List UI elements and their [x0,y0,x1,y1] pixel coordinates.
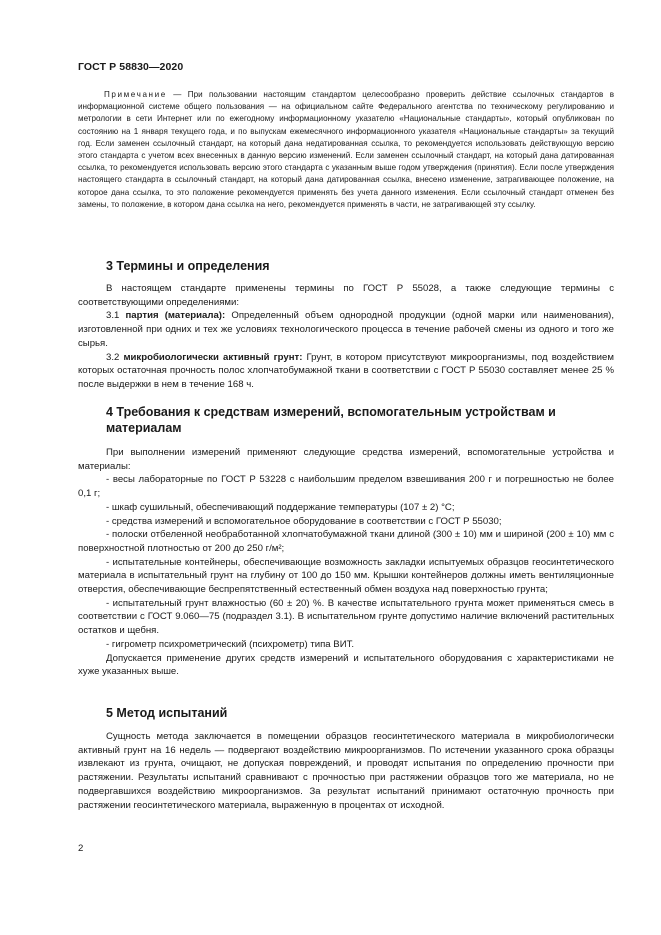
reference-note [78,89,614,211]
section-4-title: 4 Требования к средствам измерений, вспомогательным устройствам и материалам [106,405,556,435]
page-number: 2 [78,843,84,854]
list-item: - испытательные контейнеры, обеспечивающие возможность закладки испытуемых образцов геосинтетического материала в испытательный грунт на глубину от 100 до 150 мм. Крышки контейнеров должны иметь вентиляционные отверстия, обеспечивающие беспрепятственный естественный обмен воздуха над поверхностью грунта; [78,556,614,596]
section-5-body [78,730,614,812]
term-3-2 [78,351,614,392]
note-label: Примечание [104,90,167,99]
list-item: - весы лабораторные по ГОСТ Р 53228 с наибольшим пределом взвешивания 200 г и погрешностью не более 0,1 г; [78,474,614,500]
note-text: — При пользовании настоящим стандартом целесообразно проверить действие ссылочных стандартов в информационной системе общего пользования — на официальном сайте Федерального агентства по техническому регулированию и метрологии в сети Интернет или по ежегодному информационному указателю «Национальные стандарты», который опубликован по состоянию на 1 января текущего года, и по выпускам ежемесячного информационного указателя «Национальные стандарты» за текущий год. Если заменен ссылочный стандарт, на который дана недатированная ссылка, то рекомендуется использовать действующую версию этого стандарта с учетом всех внесенных в данную версию изменений. Если заменен ссылочный стандарт, на который дана датированная ссылка, то рекомендуется использовать версию этого стандарта с указанным выше годом утверждения (принятия). Если после утверждения настоящего стандарта в ссылочный стандарт, на который дана датированная ссылка, внесено изменение, затрагивающее положение, на которое дана ссылка, то это положение рекомендуется применять без учета данного изменения. Если ссылочный стандарт отменен без замены, то положение, в котором дана ссылка на него, рекомендуется применять в части, не затрагивающей эту ссылку. [78,90,614,209]
section-4-body [78,446,614,679]
list-item: - средства измерений и вспомогательное оборудование в соответствии с ГОСТ Р 55030; [106,515,502,527]
term-definition: Определенный объем однородной продукции (одной марки или наименования), изготовленной при одних и тех же условиях технологического процесса в течение рабочей смены из одного и того же сырья. [78,310,615,349]
document-header: ГОСТ Р 58830—2020 [78,61,184,73]
term-name: партия (материала): [125,310,226,322]
list-item: - испытательный грунт влажностью (60 ± 20) %. В качестве испытательного грунта может применяться смесь в соответствии с ГОСТ 9.060—75 (подраздел 3.1). В испытательном грунте допустимо наличие включений растительных остатков и щебня. [78,597,614,637]
section-5-title: 5 Метод испытаний [106,706,228,720]
list-item: - шкаф сушильный, обеспечивающий поддержание температуры (107 ± 2) °С; [106,501,455,513]
section-4-closing: Допускается применение других средств измерений и испытательного оборудования с характеристиками не хуже указанных выше. [78,652,614,678]
term-3-1 [78,309,614,350]
section-5-text: Сущность метода заключается в помещении образцов геосинтетического материала в микробиологически активный грунт на 16 недель — подвергают воздействию микроорганизмов. По истечении указанного срока образцы извлекают из грунта, очищают, не допуская повреждений, и проводят испытания по определению прочности при растяжении. Результаты испытаний сравнивают с прочностью при растяжении образцов того же материала, но не подвергавшихся воздействию микроорганизмов. За результат испытаний принимают остаточную прочность при растяжении геосинтетического материала, выраженную в процентах от исходной. [78,731,614,811]
term-definition: Грунт, в котором присутствуют микроорганизмы, под воздействием которых остаточная прочность полос хлопчатобумажной ткани в соответствии с ГОСТ Р 55030 составляет менее 25 % после выдержки в нем в течение 168 ч. [78,351,614,390]
list-item: - гигрометр психрометрический (психрометр) типа ВИТ. [106,638,355,650]
section-3-body [78,282,614,392]
term-number: 3.2 [106,351,120,363]
section-4-intro: При выполнении измерений применяют следующие средства измерений, вспомогательные устройства и материалы: [78,447,614,472]
term-name: микробиологически активный грунт: [123,351,303,363]
section-3-title: 3 Термины и определения [106,259,270,273]
list-item: - полоски отбеленной необработанной хлопчатобумажной ткани длиной (300 ± 10) мм и шириной (200 ± 10) мм с поверхностной плотностью от 200 до 250 г/м²; [78,529,614,554]
term-number: 3.1 [106,310,120,322]
section-3-intro: В настоящем стандарте применены термины по ГОСТ Р 55028, а также следующие термины с соответствующими определениями: [78,283,614,308]
